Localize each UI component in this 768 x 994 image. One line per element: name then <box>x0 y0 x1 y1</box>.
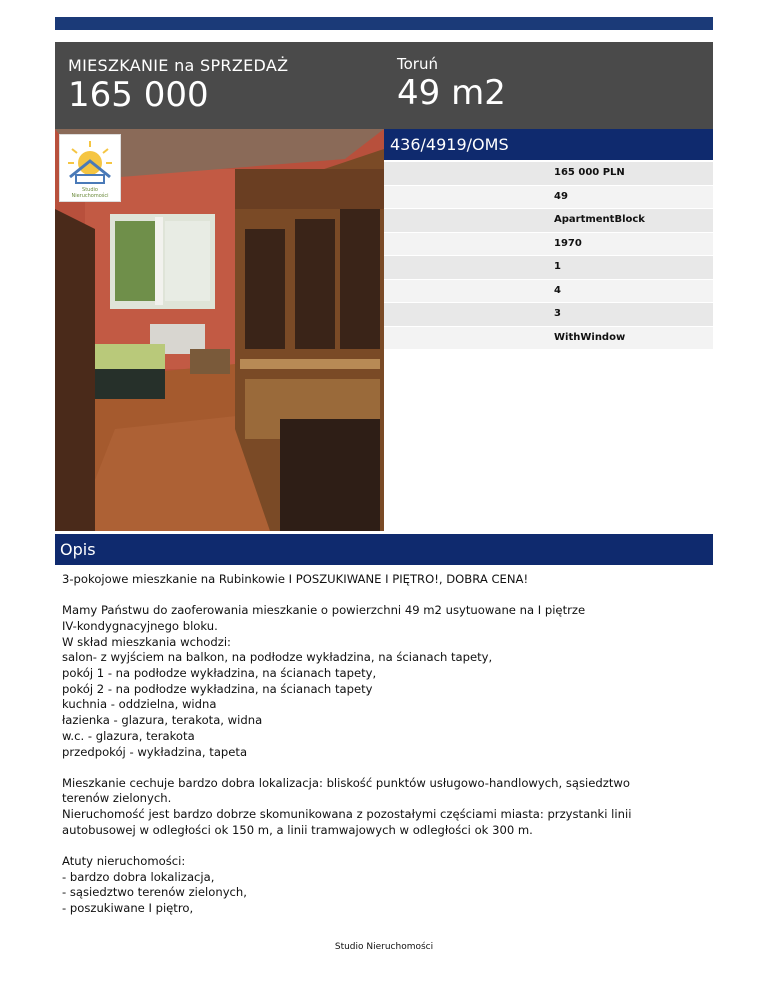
description-header <box>55 534 713 565</box>
detail-year-built: 1970 <box>384 233 713 256</box>
detail-rooms: 3 <box>384 303 713 326</box>
listing-area: 49 m2 <box>397 73 506 113</box>
detail-floor: 1 <box>384 256 713 279</box>
agency-logo <box>59 134 121 202</box>
description-body <box>62 572 712 932</box>
listing-city: Toruń <box>397 55 438 73</box>
logo-text-line2: Nieruchomości <box>71 193 109 199</box>
description-paragraph: Atuty nieruchomości: - bardzo dobra lokalizacja, - sąsiedztwo terenów zielonych, - poszukiwane I piętro, <box>62 854 247 916</box>
listing-header <box>55 42 713 129</box>
description-paragraph: Mieszkanie cechuje bardzo dobra lokalizacja: bliskość punktów usługowo-handlowych, sąsiedztwo terenów zielonych. Nieruchomość jest bardzo dobrze skomunikowana z pozostałymi częściami miasta: przystanki linii autobusowej w odległości ok 150 m, a linii tramwajowych w odległości ok 300 m. <box>62 775 632 837</box>
listing-type: MIESZKANIE na SPRZEDAŻ <box>68 56 289 75</box>
detail-kitchen-type: WithWindow <box>384 327 713 350</box>
listing-price: 165 000 <box>68 75 209 115</box>
reference-number: 436/4919/OMS <box>390 135 509 154</box>
description-title: Opis <box>60 540 96 559</box>
description-paragraph: Mamy Państwu do zaoferowania mieszkanie o powierzchni 49 m2 usytuowane na I piętrze IV-kondygnacyjnego bloku. W skład mieszkania wchodzi: salon- z wyjściem na balkon, na podłodze wykładzina, na ścianach tapety, pokój 1 - na podłodze wykładzina, na ścianach tapety, pokój 2 - na podłodze wykładzina, na ścianach tapety kuchnia - oddzielna, widna łazienka - glazura, terakota, widna w.c. - glazura, terakota przedpokój - wykładzina, tapeta <box>62 603 586 759</box>
detail-price: 165 000 PLN <box>384 162 713 185</box>
page-footer: Studio Nieruchomości <box>334 942 434 952</box>
detail-building-type: ApartmentBlock <box>384 209 713 232</box>
top-accent-bar <box>55 17 713 30</box>
description-paragraph: 3-pokojowe mieszkanie na Rubinkowie I POSZUKIWANE I PIĘTRO!, DOBRA CENA! <box>62 572 529 586</box>
reference-bar <box>384 129 713 160</box>
logo-text-line1: Studio <box>82 187 98 193</box>
detail-building-floors: 4 <box>384 280 713 303</box>
detail-area: 49 <box>384 186 713 209</box>
details-table <box>384 162 713 350</box>
